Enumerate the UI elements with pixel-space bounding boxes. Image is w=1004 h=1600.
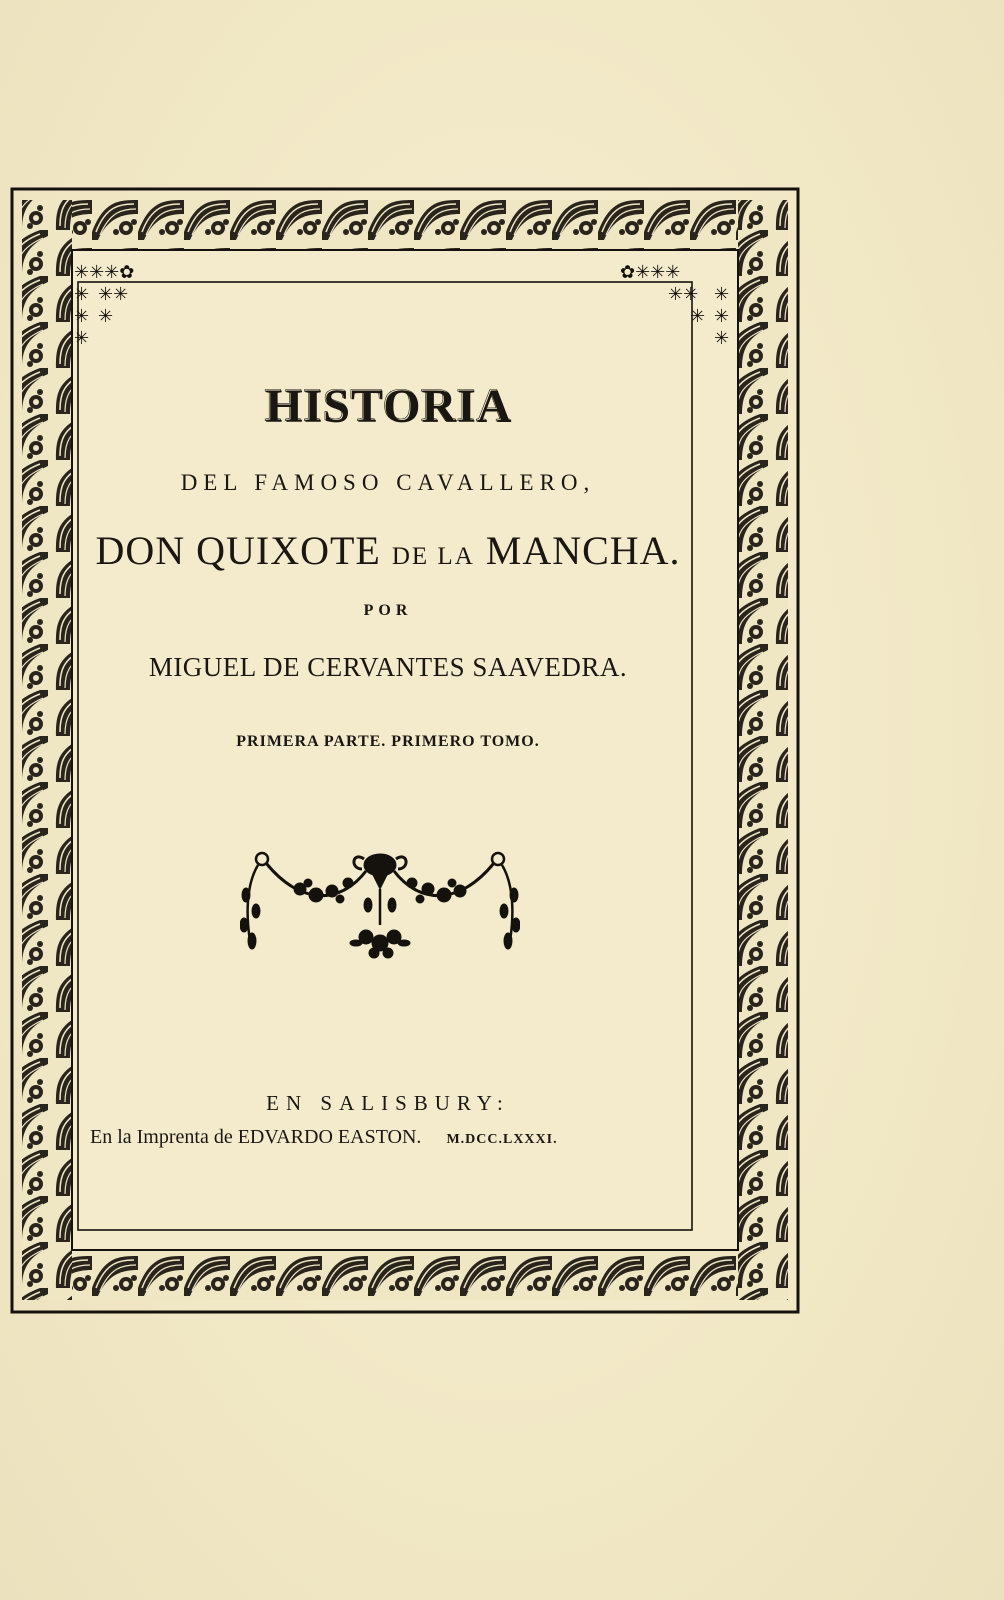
- by-line: POR: [363, 602, 413, 619]
- svg-text:✳: ✳: [714, 328, 730, 349]
- hero-name-part-b: DE LA: [391, 543, 475, 570]
- svg-text:✿✳✳✳: ✿✳✳✳: [620, 262, 681, 283]
- subtitle: DEL FAMOSO CAVALLERO,: [180, 470, 596, 495]
- svg-text:✳: ✳: [690, 306, 706, 327]
- publication-year: M.DCC.LXXXI.: [446, 1132, 558, 1147]
- svg-text:✳✳: ✳✳: [668, 284, 699, 305]
- svg-text:✳✳: ✳✳: [98, 284, 129, 305]
- publication-place: EN SALISBURY:: [266, 1091, 510, 1115]
- hero-name-part-a: DON QUIXOTE: [95, 528, 381, 573]
- svg-text:✳: ✳: [74, 306, 90, 327]
- author-name: MIGUEL DE CERVANTES SAAVEDRA.: [148, 652, 628, 682]
- svg-text:✳: ✳: [74, 284, 90, 305]
- volume-parts: PRIMERA PARTE. PRIMERO TOMO.: [236, 733, 540, 750]
- svg-text:✳: ✳: [98, 306, 114, 327]
- imprint-line: [90, 1126, 686, 1149]
- svg-text:✳: ✳: [714, 284, 730, 305]
- svg-text:✳: ✳: [74, 328, 90, 349]
- ram-head-garland-icon: [240, 845, 520, 965]
- hero-name-part-c: MANCHA.: [485, 528, 681, 573]
- svg-text:✳: ✳: [714, 306, 730, 327]
- printer-name: En la Imprenta de EDVARDO EASTON.: [90, 1126, 422, 1148]
- svg-text:✳✳✳✿: ✳✳✳✿: [74, 262, 135, 283]
- page-title: HISTORIA: [264, 379, 512, 432]
- hero-name: [80, 527, 696, 574]
